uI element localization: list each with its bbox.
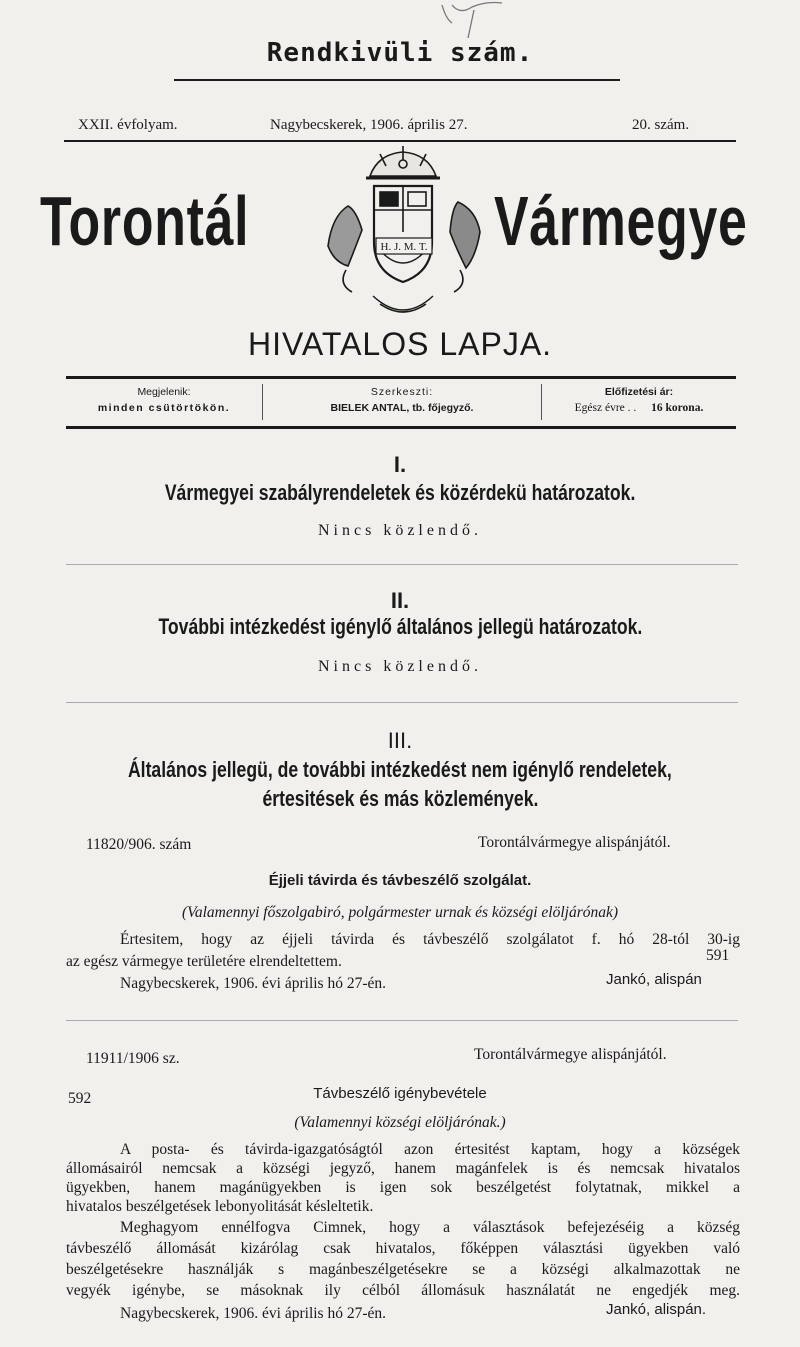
notice-number: 591 (706, 947, 730, 964)
notice-date: Nagybecskerek, 1906. évi április hó 27-én. (120, 1305, 387, 1322)
section-heading (0, 614, 800, 640)
section-note: Nincs közlendő. (318, 522, 482, 539)
notice-number: 592 (68, 1090, 92, 1107)
notice-ref: 11911/1906 sz. (86, 1050, 180, 1067)
notice-signature: Jankó, alispán (606, 971, 702, 988)
notice-text-line: távbeszélő állomását kizárólag csak hivatalos, főképpen választási ügyekben való (66, 1240, 740, 1257)
section-numeral: I. (393, 452, 407, 477)
notice-text-line: Értesitem, hogy az éjjeli távirda és távbeszélő szolgálatot f. hó 28-tól 30-ig (120, 931, 740, 948)
notice-title: Távbeszélő igénybevétele (313, 1085, 487, 1102)
info-label: Szerkeszti: (370, 386, 434, 398)
divider (66, 564, 738, 565)
section-heading (0, 757, 800, 783)
volume: XXII. évfolyam. (78, 117, 178, 133)
issue-number: 20. szám. (632, 117, 690, 133)
notice-text-line: A posta- és távirda-igazgatóságtól azon értesitést kaptam, hogy a községek (120, 1141, 740, 1158)
notice-text-line: vegyék igénybe, se másoknak ily célból állomásuk használatát ne engedjék meg. (66, 1282, 740, 1299)
notice-text-line: az egész vármegye területére elrendeltettem. (66, 953, 342, 970)
crest-label: H. J. M. T. (380, 241, 428, 253)
header-rule (64, 140, 736, 142)
place-date: Nagybecskerek, 1906. április 27. (270, 117, 468, 133)
notice-text-line: állomásairól nemcsak a községi jegyző, hanem magánfelek is és nemcsak hivatalos (66, 1160, 740, 1177)
special-edition-label: Rendkivüli szám. (266, 38, 534, 68)
notice-addressee: (Valamennyi községi elöljárónak.) (294, 1114, 506, 1131)
info-label: Megjelenik: (137, 386, 191, 398)
info-value: minden csütörtökön. (97, 402, 231, 414)
info-box-editor (263, 378, 541, 426)
title-left: Torontál (40, 182, 250, 260)
section-heading-text: További intézkedést igénylő általános jellegü határozatok. (158, 614, 642, 639)
notice-date: Nagybecskerek, 1906. évi április hó 27-én. (120, 975, 387, 992)
notice-from: Torontálvármegye alispánjától. (474, 1046, 667, 1063)
divider (66, 1020, 738, 1021)
notice-title: Éjjeli távirda és távbeszélő szolgálat. (268, 872, 532, 889)
info-bottom-rule (66, 426, 736, 429)
coat-of-arms-emblem (318, 146, 488, 318)
notice-ref: 11820/906. szám (86, 836, 192, 853)
notice-addressee: (Valamennyi főszolgabiró, polgármester urnak és községi elöljárónak) (181, 904, 619, 921)
info-value: BIELEK ANTAL, tb. főjegyző. (330, 402, 474, 414)
section-heading (0, 786, 800, 812)
divider (66, 702, 738, 703)
info-label: Előfizetési ár: (604, 386, 674, 398)
info-value-row (542, 400, 736, 416)
section-heading-text: értesitések és más közlemények. (262, 786, 538, 811)
notice-text-line: hivatalos beszélgetések lebonyolitását késleltetik. (66, 1198, 374, 1215)
section-note: Nincs közlendő. (318, 658, 482, 675)
top-rule (174, 79, 620, 81)
subtitle: HIVATALOS LAPJA. (247, 326, 553, 362)
title-right: Vármegye (494, 182, 748, 260)
notice-from: Torontálvármegye alispánjától. (478, 834, 671, 851)
section-heading (0, 480, 800, 506)
info-box-published (66, 378, 262, 426)
section-heading-text: Általános jellegü, de további intézkedést nem igénylő rendeletek, (128, 757, 672, 782)
section-heading-text: Vármegyei szabályrendeletek és közérdekü határozatok. (164, 480, 636, 505)
info-value: Egész évre . . (574, 402, 637, 414)
notice-text-line: ügyekben, hanem magánügyekben is igen sok beszélgetést folytatnak, mikkel a (66, 1179, 740, 1196)
notice-text-line: beszélgetésekre használják s magánbeszélgetésekre se a községi alkalmazottak ne (66, 1261, 740, 1278)
info-box-price (542, 378, 736, 426)
notice-signature: Jankó, alispán. (606, 1301, 707, 1318)
info-value: 16 korona. (651, 402, 704, 414)
section-numeral: II. (390, 588, 410, 613)
section-numeral: III. (387, 728, 413, 753)
notice-text-line: Meghagyom ennélfogva Cimnek, hogy a választások befejezéséig a község (120, 1219, 740, 1236)
